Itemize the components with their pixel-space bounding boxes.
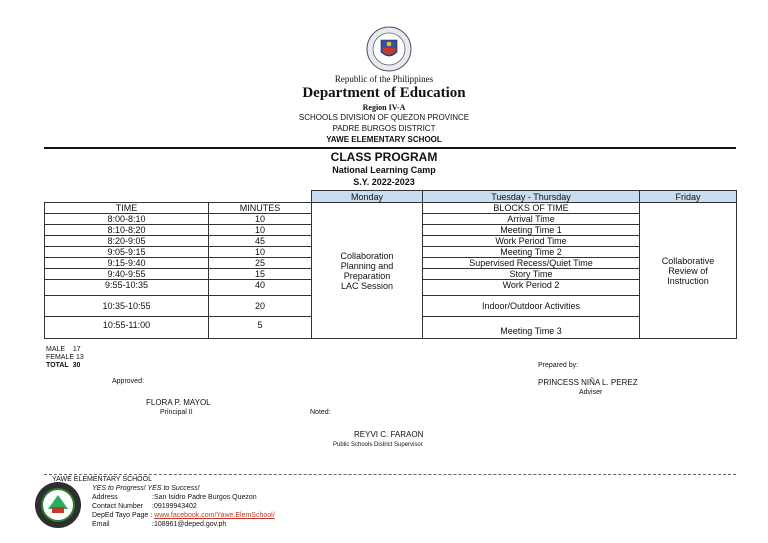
total-label: TOTAL xyxy=(46,362,69,369)
female-count: 13 xyxy=(75,354,84,361)
block-cell: Work Period Time xyxy=(423,236,640,247)
adviser-title: Adviser xyxy=(579,389,603,396)
supervisor-title: Public Schools District Supervisor xyxy=(333,442,423,448)
minutes-cell: 10 xyxy=(209,247,312,258)
division-text: SCHOOLS DIVISION OF QUEZON PROVINCE xyxy=(298,113,470,122)
class-program-table xyxy=(44,190,737,339)
time-cell: 8:10-8:20 xyxy=(45,225,209,236)
footer-motto: YES to Progress! YES to Success! xyxy=(92,485,200,492)
region-text: Region IV-A xyxy=(362,103,406,112)
school-year: S.Y. 2022-2023 xyxy=(353,177,415,187)
block-cell: Arrival Time xyxy=(423,214,640,225)
block-cell: Meeting Time 3 xyxy=(423,317,640,339)
block-cell: Work Period 2 xyxy=(423,280,640,296)
footer-info: YAWE ELEMENTARY SCHOOL YES to Progress! YES to Success! Address :San Isidro Padre Burgos Quezon Contact Number :09199943402 DepEd Tayo Page : www.facebook.com/Yawe.ElemSchool/ Email :108961@deped.gov.ph xyxy=(52,476,275,528)
email-value: :108961@deped.gov.ph xyxy=(152,521,227,528)
noted-label: Noted: xyxy=(310,409,331,416)
facebook-link[interactable]: www.facebook.com/Yawe.ElemSchool/ xyxy=(154,512,275,519)
time-header: TIME xyxy=(45,203,209,214)
time-cell: 9:40-9:55 xyxy=(45,269,209,280)
time-cell: 9:15-9:40 xyxy=(45,258,209,269)
minutes-cell: 5 xyxy=(209,317,312,339)
friday-block-line: Collaborative xyxy=(661,255,715,266)
class-program-title: CLASS PROGRAM xyxy=(330,150,438,164)
monday-block-line: Preparation xyxy=(343,270,391,281)
department-title: Department of Education xyxy=(302,85,466,101)
block-cell: Story Time xyxy=(423,269,640,280)
time-cell: 8:20-9:05 xyxy=(45,236,209,247)
email-label: Email xyxy=(92,521,110,528)
minutes-header: MINUTES xyxy=(209,203,312,214)
class-stats xyxy=(46,346,84,370)
monday-block-line: Collaboration xyxy=(340,250,394,261)
blocks-header: BLOCKS OF TIME xyxy=(423,203,640,214)
block-cell: Meeting Time 2 xyxy=(423,247,640,258)
day-header-row xyxy=(45,191,737,203)
time-cell: 10:35-10:55 xyxy=(45,296,209,317)
time-cell: 10:55-11:00 xyxy=(45,317,209,339)
header-divider xyxy=(44,147,736,149)
block-cell: Supervised Recess/Quiet Time xyxy=(423,258,640,269)
principal-name: FLORA P. MAYOL xyxy=(146,398,211,407)
prepared-label: Prepared by: xyxy=(538,362,579,369)
address-value: :San Isidro Padre Burgos Quezon xyxy=(152,494,257,501)
school-text: YAWE ELEMENTARY SCHOOL xyxy=(326,135,442,144)
male-count: 17 xyxy=(72,346,81,353)
column-header-row xyxy=(45,203,737,214)
block-cell: Indoor/Outdoor Activities xyxy=(423,296,640,317)
supervisor-name: REYVI C. FARAON xyxy=(354,430,424,439)
female-label: FEMALE xyxy=(46,354,75,361)
approved-label: Approved: xyxy=(112,378,144,385)
header-blank xyxy=(45,191,312,203)
friday-block-line: Review of xyxy=(668,265,708,276)
time-cell: 8:00-8:10 xyxy=(45,214,209,225)
friday-block-line: Instruction xyxy=(667,275,709,286)
monday-block-line: Planning and xyxy=(340,260,394,271)
footer-school: YAWE ELEMENTARY SCHOOL xyxy=(52,476,152,483)
male-label: MALE xyxy=(46,346,66,353)
friday-header: Friday xyxy=(640,191,737,203)
minutes-cell: 10 xyxy=(209,225,312,236)
time-cell: 9:55-10:35 xyxy=(45,280,209,296)
contact-label: Contact Number xyxy=(92,503,143,510)
deped-seal-logo xyxy=(366,26,412,72)
adviser-name: PRINCESS NIÑA L. PEREZ xyxy=(538,378,638,387)
monday-header: Monday xyxy=(312,191,423,203)
time-cell: 9:05-9:15 xyxy=(45,247,209,258)
minutes-cell: 10 xyxy=(209,214,312,225)
minutes-cell: 20 xyxy=(209,296,312,317)
republic-text: Republic of the Philippines xyxy=(334,74,434,84)
block-cell: Meeting Time 1 xyxy=(423,225,640,236)
friday-block xyxy=(640,203,737,339)
minutes-cell: 15 xyxy=(209,269,312,280)
tue-thu-header: Tuesday - Thursday xyxy=(423,191,640,203)
monday-block xyxy=(312,203,423,339)
district-text: PADRE BURGOS DISTRICT xyxy=(332,124,436,133)
address-label: Address xyxy=(92,494,118,501)
minutes-cell: 40 xyxy=(209,280,312,296)
minutes-cell: 45 xyxy=(209,236,312,247)
fb-label: DepEd Tayo Page xyxy=(92,512,149,519)
minutes-cell: 25 xyxy=(209,258,312,269)
principal-title: Principal II xyxy=(160,409,193,416)
total-count: 30 xyxy=(72,362,81,369)
learning-camp-subtitle: National Learning Camp xyxy=(332,165,436,175)
contact-value: :09199943402 xyxy=(152,503,197,510)
monday-block-line: LAC Session xyxy=(340,280,394,291)
